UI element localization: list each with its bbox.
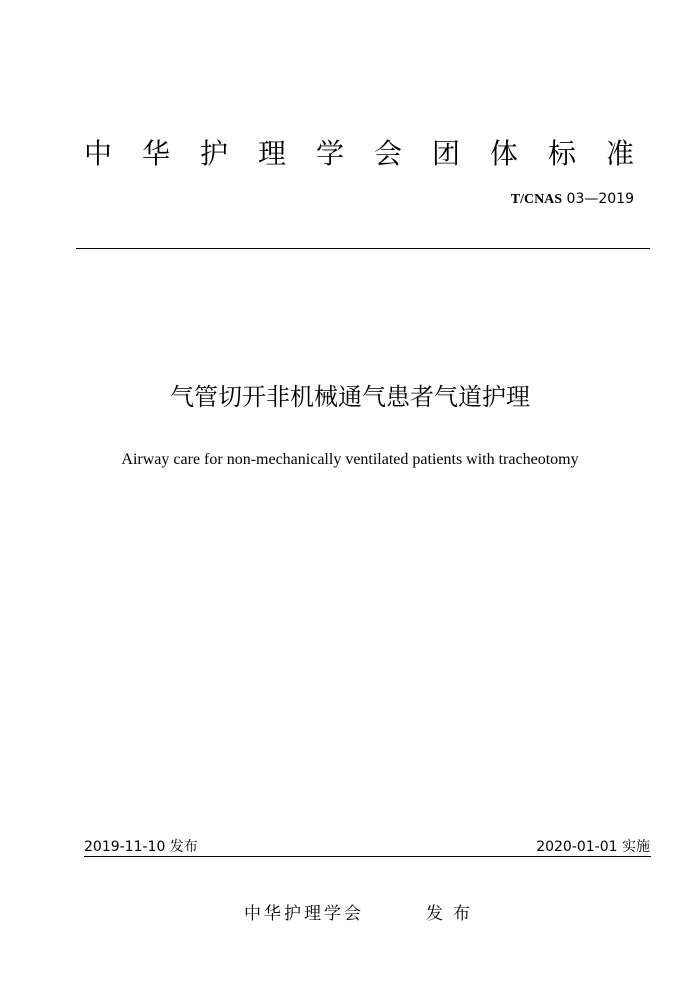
standard-number-prefix: T/CNAS [510, 192, 563, 207]
publish-label: 发布 [426, 904, 480, 924]
publisher-name: 中华护理学会 [244, 904, 364, 924]
standard-number-suffix: 03—2019 [566, 191, 634, 207]
standard-number [511, 189, 634, 210]
standard-category-title: 中华护理学会团体标准 [84, 137, 665, 170]
document-title-chinese: 气管切开非机械通气患者气道护理 [170, 383, 530, 411]
header-divider [76, 248, 650, 249]
implementation-date: 2020-01-01 实施 [536, 839, 650, 855]
document-title-english: Airway care for non-mechanically ventilated patients with tracheotomy [121, 451, 579, 468]
date-divider [84, 856, 651, 857]
issue-date: 2019-11-10 发布 [84, 839, 198, 855]
